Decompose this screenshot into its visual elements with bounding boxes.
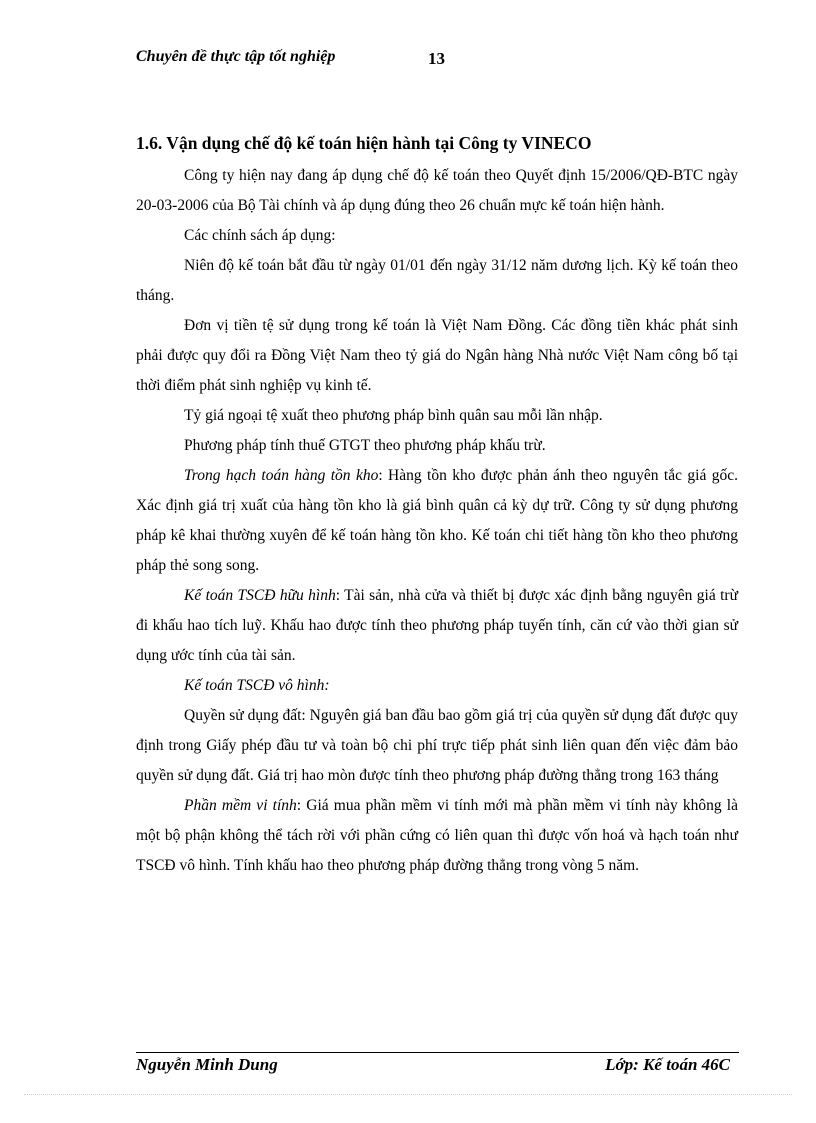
paragraph-intangible-assets-heading: [136, 671, 738, 701]
paragraph-inventory: [136, 461, 738, 581]
software-text: : Giá mua phần mềm vi tính mới mà phần mềm vi tính này không là một bộ phận không thể tách rời với phần cứng có liên quan thì được vốn hoá và hạch toán như TSCĐ vô hình. Tính khấu hao theo phương pháp đường thẳng trong vòng 5 năm.: [136, 797, 738, 874]
footer-divider: [136, 1052, 739, 1053]
section-heading: 1.6. Vận dụng chế độ kế toán hiện hành tại Công ty VINECO: [136, 133, 592, 153]
paragraph-fiscal-year: Niên độ kế toán bắt đầu từ ngày 01/01 đến ngày 31/12 năm dương lịch. Kỳ kế toán theo tháng.: [136, 257, 738, 304]
paragraph-exchange-rate: Tỷ giá ngoại tệ xuất theo phương pháp bình quân sau mỗi lần nhập.: [184, 407, 603, 424]
paragraph-accounting-regime: Công ty hiện nay đang áp dụng chế độ kế toán theo Quyết định 15/2006/QĐ-BTC ngày 20-03-2006 của Bộ Tài chính và áp dụng đúng theo 26 chuẩn mực kế toán hiện hành.: [136, 167, 738, 214]
footer-class: Lớp: Kế toán 46C: [605, 1055, 730, 1074]
inventory-text: : Hàng tồn kho được phản ánh theo nguyên tắc giá gốc. Xác định giá trị xuất của hàng tồn kho là giá bình quân cả kỳ dự trữ. Công ty sử dụng phương pháp kê khai thường xuyên để kế toán hàng tồn kho. Kế toán chi tiết hàng tồn kho theo phương pháp thẻ song song.: [136, 467, 738, 574]
software-label: Phần mềm vi tính: [184, 797, 297, 814]
footer-author: Nguyễn Minh Dung: [136, 1055, 278, 1074]
page-edge-divider: [24, 1094, 792, 1095]
header-title: Chuyên đề thực tập tốt nghiệp: [136, 48, 336, 65]
paragraph-land-use-rights: Quyền sử dụng đất: Nguyên giá ban đầu bao gồm giá trị của quyền sử dụng đất được quy định trong Giấy phép đầu tư và toàn bộ chi phí trực tiếp phát sinh liên quan đến việc đảm bảo quyền sử dụng đất. Giá trị hao mòn được tính theo phương pháp đường thẳng trong 163 tháng: [136, 707, 738, 784]
inventory-label: Trong hạch toán hàng tồn kho: [184, 467, 379, 484]
page-number: 13: [428, 49, 445, 68]
body-text: [136, 161, 738, 881]
paragraph-currency: Đơn vị tiền tệ sử dụng trong kế toán là Việt Nam Đồng. Các đồng tiền khác phát sinh phải được quy đổi ra Đồng Việt Nam theo tỷ giá do Ngân hàng Nhà nước Việt Nam công bố tại thời điểm phát sinh nghiệp vụ kinh tế.: [136, 317, 738, 394]
paragraph-policies-intro: Các chính sách áp dụng:: [184, 227, 336, 244]
paragraph-tangible-assets: [136, 581, 738, 671]
tangible-assets-label: Kế toán TSCĐ hữu hình: [184, 587, 336, 604]
paragraph-vat-method: Phương pháp tính thuế GTGT theo phương pháp khấu trừ.: [184, 437, 546, 454]
intangible-assets-label: Kế toán TSCĐ vô hình:: [184, 677, 330, 694]
tangible-assets-text: : Tài sản, nhà cửa và thiết bị được xác định bằng nguyên giá trừ đi khấu hao tích luỹ. Khấu hao được tính theo phương pháp tuyến tính, căn cứ vào thời gian sử dụng ước tính của tài sản.: [136, 587, 738, 664]
paragraph-software: [136, 791, 738, 881]
